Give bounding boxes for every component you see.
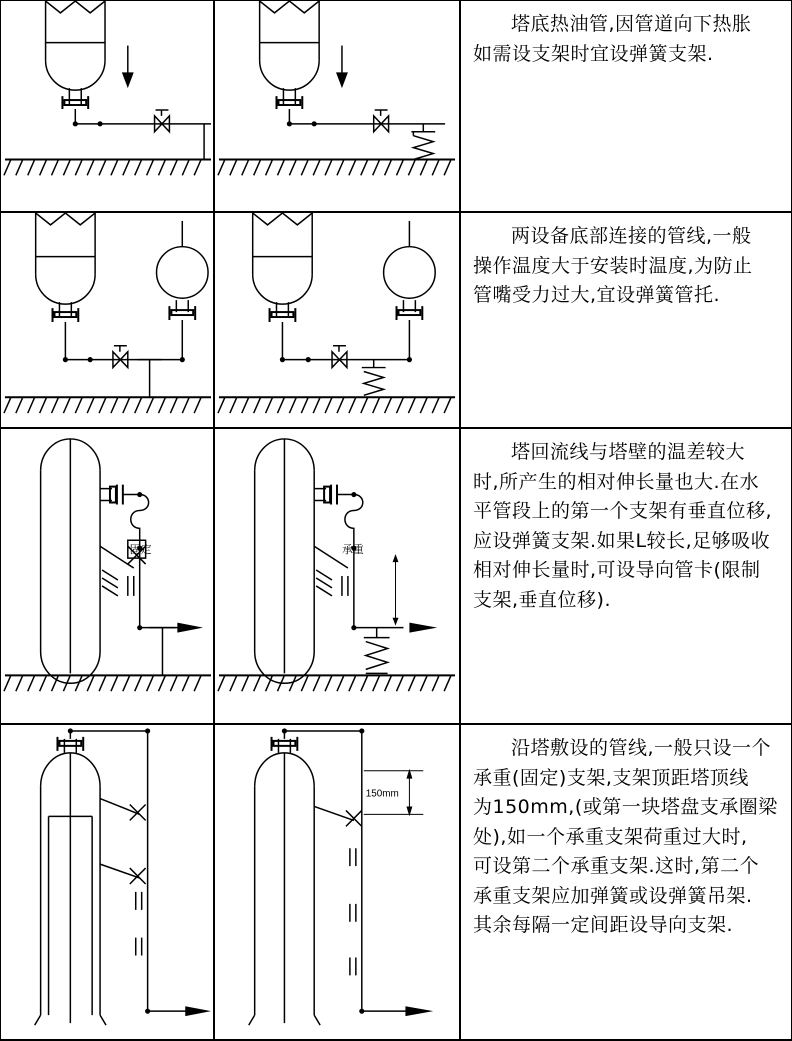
cell-r1-left [0, 0, 215, 213]
cell-r2-right [213, 211, 461, 429]
note-line: 沿塔敷设的管线,一般只设一个 [511, 737, 772, 759]
note-line: 平管段上的第一个支架有垂直位移, [473, 500, 773, 523]
note-line: 承重(固定)支架,支架顶距塔顶线 [473, 766, 749, 789]
cell-r4-left [0, 723, 215, 1041]
cell-r3-right [213, 427, 461, 725]
cell-r1-right [213, 0, 461, 213]
note-line: 其余每隔一定间距设导向支架. [473, 914, 734, 937]
drawing-r1-right [215, 1, 459, 211]
cell-r1-text [459, 0, 792, 213]
note-line: 时,所产生的相对伸长量也大.在水 [473, 470, 760, 493]
cell-r3-left [0, 427, 215, 725]
cell-r2-text [459, 211, 792, 429]
note-line: 处),如一个承重支架荷重过大时, [473, 825, 748, 848]
note-line: 管嘴受力过大,宜设弹簧管托. [473, 284, 721, 307]
drawing-r2-left [1, 213, 213, 427]
drawing-r3-right [215, 429, 459, 723]
drawing-r2-right [215, 213, 459, 427]
note-text-2 [461, 213, 791, 320]
note-line: 相对伸长量时,可设导向管卡(限制 [473, 559, 761, 582]
drawing-r4-left [1, 725, 213, 1039]
note-line: 塔回流线与塔壁的温差较大 [511, 441, 746, 463]
label-dimension-150mm: 150mm [365, 788, 399, 800]
note-line: 承重支架应加弹簧或设弹簧吊架. [473, 884, 753, 907]
note-text-1 [461, 1, 791, 78]
note-text-4 [461, 725, 791, 950]
note-line: 为150mm,(或第一块塔盘支承圈梁 [473, 796, 778, 819]
note-line: 可设第二个承重支架.这时,第二个 [473, 855, 760, 878]
note-line: 两设备底部连接的管线,一般 [511, 225, 752, 247]
cell-r2-left [0, 211, 215, 429]
note-text-3 [461, 429, 791, 624]
label-fixed: 固定 [129, 543, 152, 557]
note-line: 如需设支架时宜设弹簧支架. [473, 42, 714, 65]
note-line: 操作温度大于安装时温度,为防止 [473, 254, 753, 277]
cell-r4-right [213, 723, 461, 1041]
note-line: 塔底热油管,因管道向下热胀 [511, 13, 752, 35]
note-line: 支架,垂直位移). [473, 588, 611, 611]
cell-r4-text [459, 723, 792, 1041]
note-line: 应设弹簧支架.如果L较长,足够吸收 [473, 529, 771, 552]
cell-r3-text [459, 427, 792, 725]
drawing-r3-left [1, 429, 213, 723]
drawing-r4-right [215, 725, 459, 1039]
drawing-r1-left [1, 1, 213, 211]
label-bearing: 承重 [341, 543, 364, 557]
